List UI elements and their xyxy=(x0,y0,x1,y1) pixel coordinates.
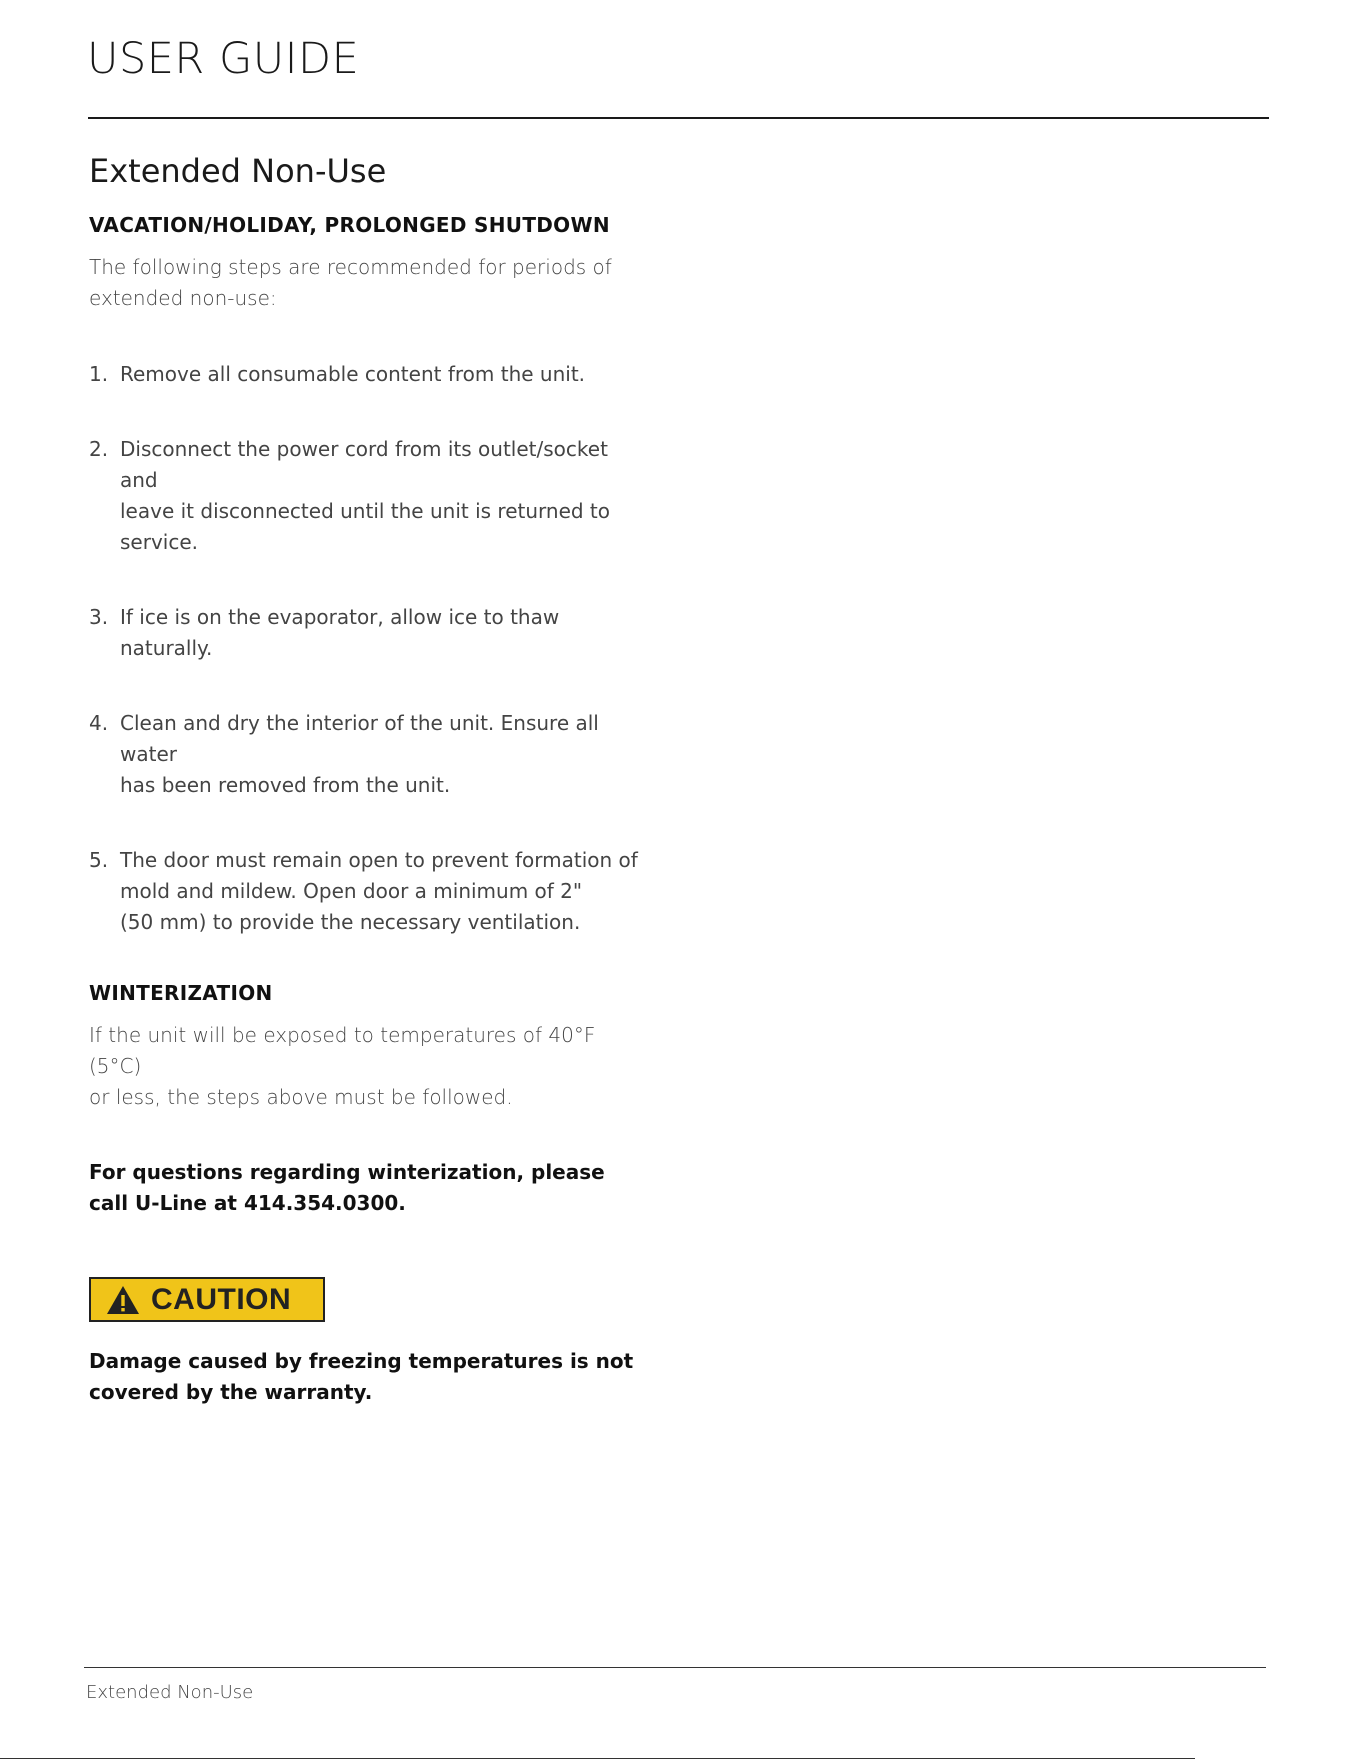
step-number: 4. xyxy=(89,711,109,736)
caution-label-text: CAUTION xyxy=(151,1282,292,1316)
caution-label xyxy=(89,1277,325,1322)
vacation-heading: VACATION/HOLIDAY, PROLONGED SHUTDOWN xyxy=(89,213,610,238)
caution-text: Damage caused by freezing temperatures is not covered by the warranty. xyxy=(89,1349,634,1405)
winterization-text: If the unit will be exposed to temperatures of 40°F (5°C) or less, the steps above must be followed. xyxy=(89,1023,596,1110)
footer-section-name: Extended Non-Use xyxy=(86,1682,254,1703)
step-number: 1. xyxy=(89,362,109,387)
page-bottom-edge xyxy=(0,1758,1195,1759)
list-item xyxy=(89,602,649,664)
list-item xyxy=(89,359,649,390)
questions-note: For questions regarding winterization, please call U-Line at 414.354.0300. xyxy=(89,1160,605,1216)
warning-triangle-icon xyxy=(103,1282,143,1318)
winterization-heading: WINTERIZATION xyxy=(89,981,273,1006)
step-number: 3. xyxy=(89,605,109,630)
winterization-block xyxy=(89,980,649,1113)
main-content xyxy=(89,152,649,1408)
step-text: The door must remain open to prevent formation of mold and mildew. Open door a minimum of 2" (50 mm) to provide the necessary ventilation. xyxy=(120,848,638,935)
section-title: Extended Non-Use xyxy=(89,152,387,190)
list-item xyxy=(89,708,649,801)
step-text: Disconnect the power cord from its outlet/socket and leave it disconnected until the unit is returned to service. xyxy=(120,437,610,555)
step-text: Clean and dry the interior of the unit. Ensure all water has been removed from the unit. xyxy=(120,711,599,798)
header-divider xyxy=(88,117,1269,119)
page-header-title: USER GUIDE xyxy=(87,34,360,84)
step-number: 5. xyxy=(89,848,109,873)
step-text: If ice is on the evaporator, allow ice to thaw naturally. xyxy=(120,605,560,661)
intro-text: The following steps are recommended for periods of extended non-use: xyxy=(89,255,612,311)
step-number: 2. xyxy=(89,437,109,462)
step-text: Remove all consumable content from the unit. xyxy=(120,362,586,387)
list-item xyxy=(89,434,649,558)
list-item xyxy=(89,845,649,938)
footer-divider xyxy=(84,1667,1266,1668)
steps-list xyxy=(89,359,649,938)
